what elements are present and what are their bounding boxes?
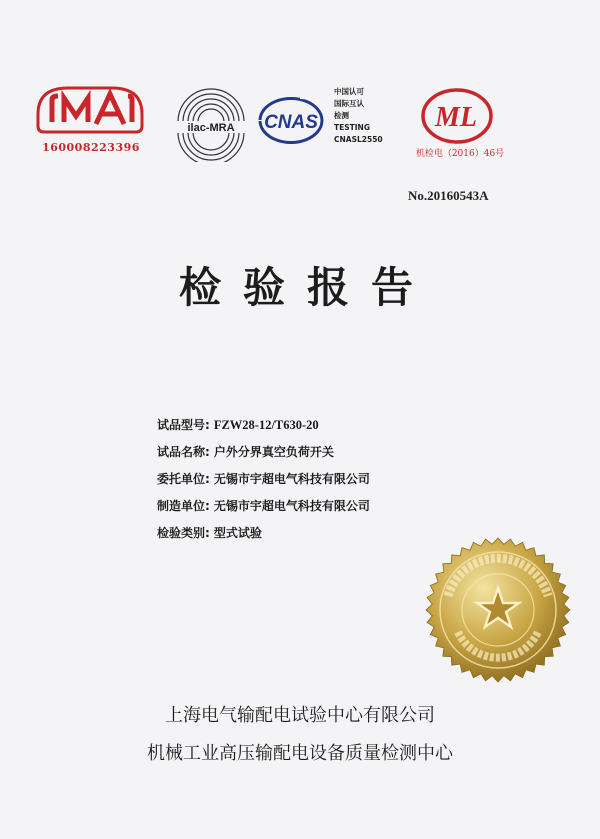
info-label: 检验类别: <box>157 526 210 540</box>
info-row-client <box>157 472 370 499</box>
sample-info <box>157 418 370 553</box>
svg-text:CNAS: CNAS <box>264 112 318 133</box>
info-label: 试品名称: <box>157 445 210 459</box>
cma-certificate-number: 160008223396 <box>42 141 140 154</box>
ilac-mra-logo <box>170 86 252 162</box>
issuer-block <box>0 697 600 773</box>
cnas-caption <box>334 86 383 146</box>
info-label: 制造单位: <box>157 499 210 513</box>
ml-license-number: 机检电（2016）46号 <box>415 149 505 159</box>
info-value: 无锡市宇超电气科技有限公司 <box>213 472 370 486</box>
info-row-name <box>157 445 370 472</box>
info-value: FZW28-12/T630-20 <box>213 418 319 432</box>
svg-text:ML: ML <box>435 102 477 133</box>
svg-text:ilac-MRA: ilac-MRA <box>187 122 235 134</box>
page-title: 检验报告 <box>178 263 435 312</box>
cnas-caption-line: 国际互认 <box>334 99 364 108</box>
ml-logo <box>420 87 494 145</box>
cnas-caption-line: 中国认可 <box>334 87 364 96</box>
cnas-caption-line: TESTING <box>334 123 370 132</box>
info-row-manufacturer <box>157 499 370 526</box>
info-value: 型式试验 <box>213 526 262 540</box>
cnas-logo <box>252 93 330 147</box>
info-label: 委托单位: <box>157 472 210 486</box>
cnas-caption-line: CNASL2550 <box>334 135 383 144</box>
info-label: 试品型号: <box>157 418 210 432</box>
report-number: No.20160543A <box>408 188 489 203</box>
info-value: 无锡市宇超电气科技有限公司 <box>213 499 370 513</box>
info-row-model <box>157 418 370 445</box>
issuer-line: 机械工业高压输配电设备质量检测中心 <box>147 743 453 764</box>
issuer-line: 上海电气输配电试验中心有限公司 <box>165 705 435 726</box>
cnas-caption-line: 检测 <box>334 111 349 120</box>
gold-seal <box>424 536 572 684</box>
info-value: 户外分界真空负荷开关 <box>213 445 334 459</box>
info-row-test-type <box>157 526 370 553</box>
